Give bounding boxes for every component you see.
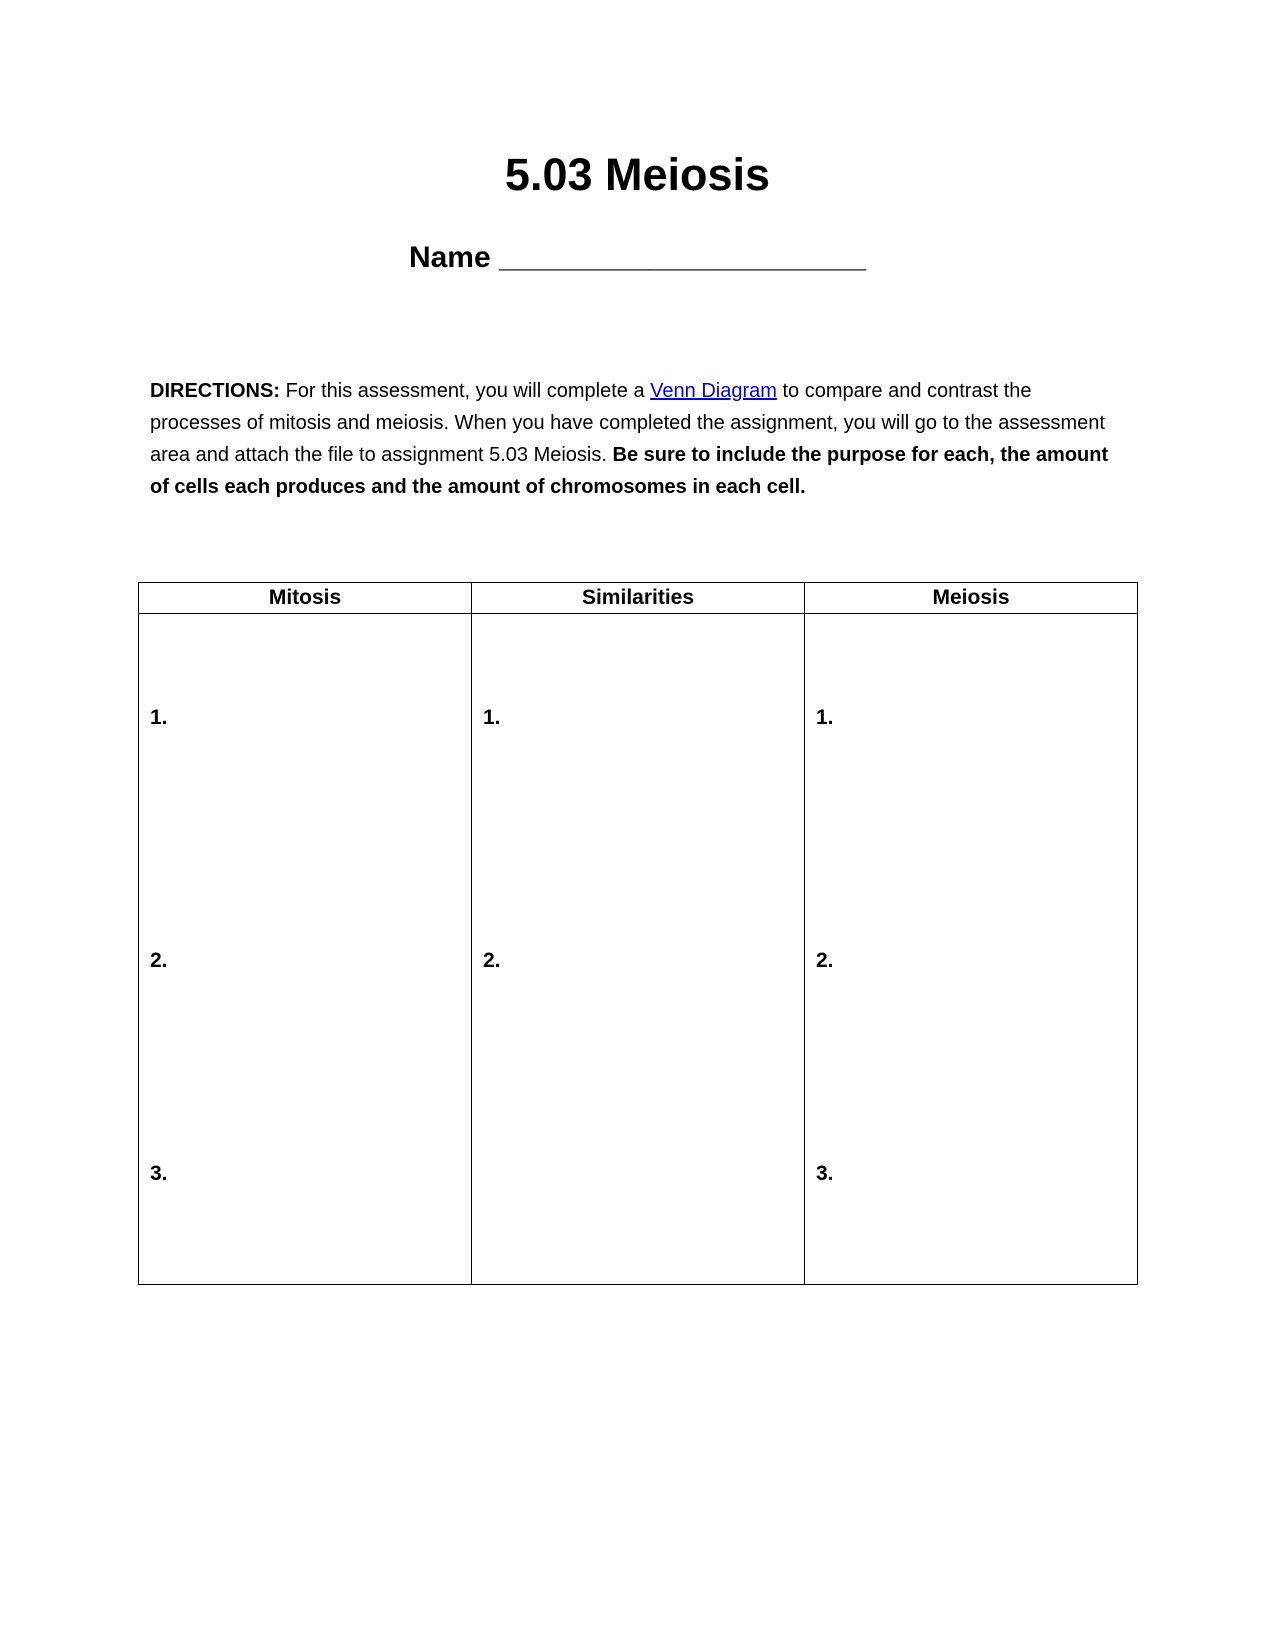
header-mitosis: Mitosis — [139, 583, 472, 614]
meiosis-cell[interactable] — [805, 614, 1138, 1285]
mitosis-item-2: 2. — [150, 949, 168, 972]
comparison-table — [138, 582, 1138, 1285]
header-similarities: Similarities — [472, 583, 805, 614]
mitosis-item-1: 1. — [150, 706, 168, 729]
directions-emphasis: Be sure to include the purpose for each, the amount of cells each produces and the amount of chromosomes in each cell. — [150, 444, 1109, 498]
page-title: 5.03 Meiosis — [504, 149, 771, 200]
directions-lead: DIRECTIONS: — [150, 380, 280, 402]
similarities-item-2: 2. — [483, 949, 501, 972]
similarities-item-1: 1. — [483, 706, 501, 729]
mitosis-cell[interactable] — [139, 614, 472, 1285]
similarities-cell[interactable] — [472, 614, 805, 1285]
directions-text-end: to compare and contrast the processes of mitosis and meiosis. When you have completed the assignment, you will go to the assessment area and attach the file to assignment 5.03 Meiosis. — [150, 380, 1105, 466]
directions-text-start: For this assessment, you will complete a — [285, 380, 645, 402]
name-field[interactable] — [0, 240, 1275, 276]
header-meiosis: Meiosis — [805, 583, 1138, 614]
venn-diagram-link[interactable]: Venn Diagram — [650, 380, 777, 402]
directions-paragraph — [150, 375, 1125, 503]
mitosis-item-3: 3. — [150, 1162, 168, 1185]
meiosis-item-3: 3. — [816, 1162, 834, 1185]
meiosis-item-1: 1. — [816, 706, 834, 729]
name-label: Name — [408, 241, 491, 274]
meiosis-item-2: 2. — [816, 949, 834, 972]
name-blank: ______________________ — [499, 241, 867, 274]
